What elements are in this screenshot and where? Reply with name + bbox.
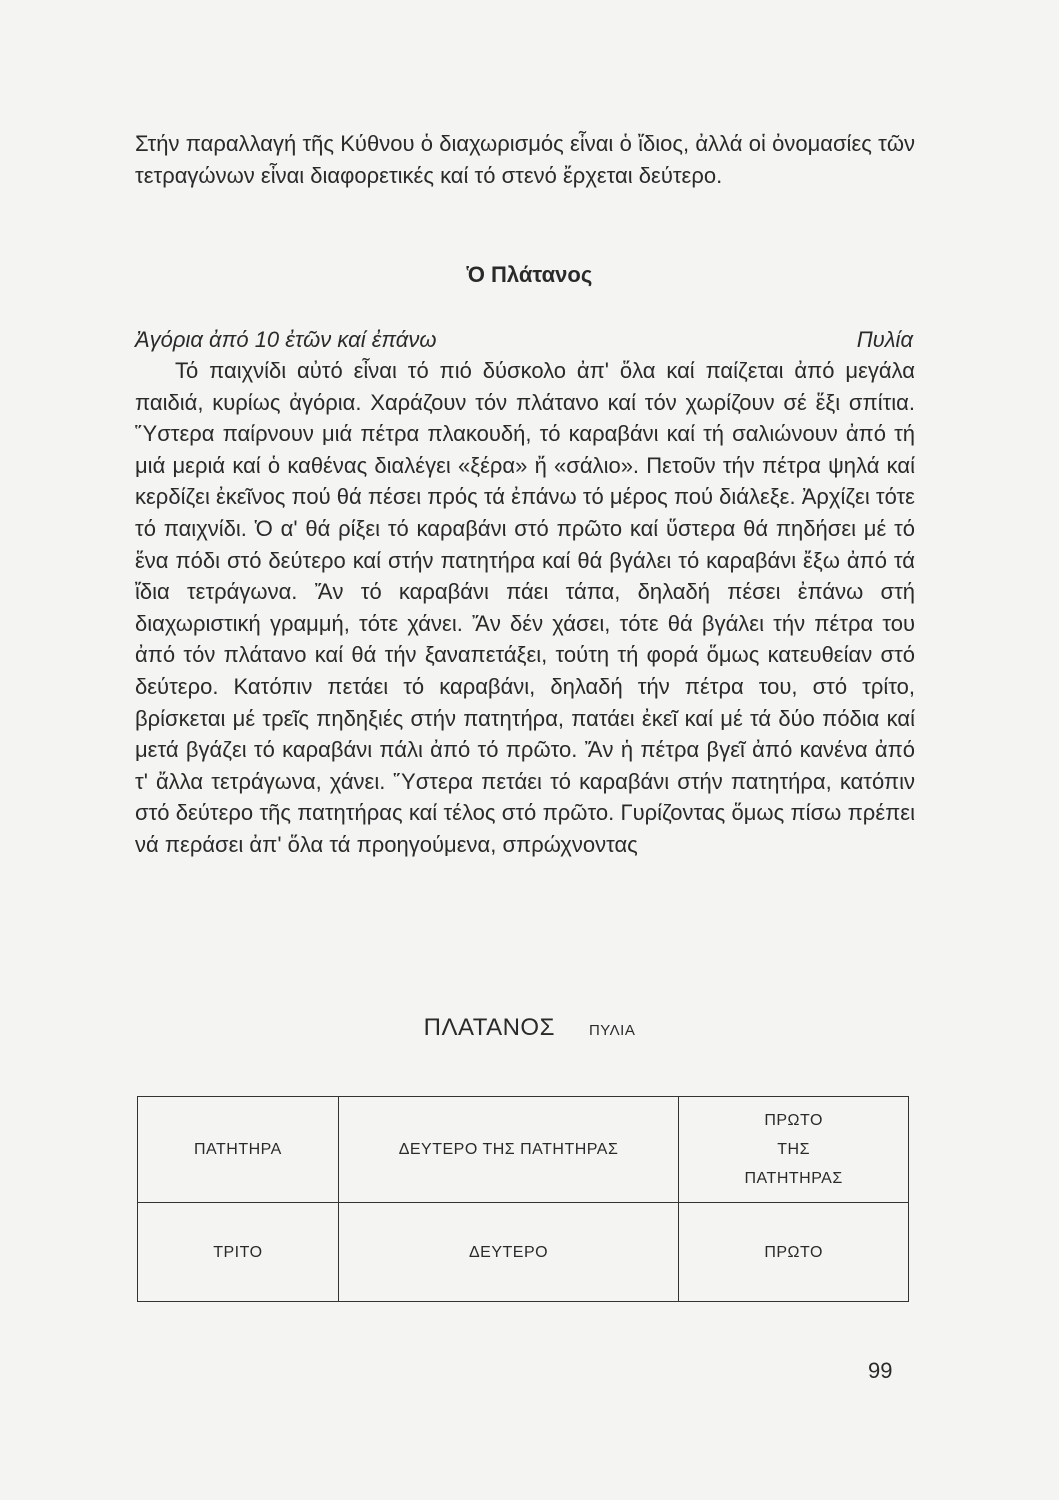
age-group-label: Ἀγόρια ἀπό 10 ἐτῶν καί ἐπάνω bbox=[135, 327, 437, 352]
cell-proto-tis-patitiras bbox=[679, 1097, 909, 1203]
page-number: 99 bbox=[868, 1358, 893, 1383]
game-description-text: Τό παιχνίδι αὐτό εἶναι τό πιό δύσκολο ἀπ' ὅλα καί παίζεται ἀπό μεγάλα παιδιά, κυρίως ἀγόρια. Χαράζουν τόν πλάτανο καί τόν χωρίζουν σέ ἕξι σπίτια. Ὕστερα παίρνουν μιά πέτρα πλακουδή, τό καραβάνι καί τή σαλιώνουν ἀπό τή μιά μεριά καί ὁ καθένας διαλέγει «ξέρα» ἤ «σάλιο». Πετοῦν τήν πέτρα ψηλά καί κερδίζει ἐκεῖνος πού θά πέσει πρός τά ἐπάνω τό μέρος πού διάλεξε. Ἀρχίζει τότε τό παιχνίδι. Ὁ α' θά ρίξει τό καραβάνι στό πρῶτο καί ὕστερα θά πηδήσει μέ τό ἕνα πόδι στό δεύτερο καί στήν πατητήρα καί θά βγάλει τό καραβάνι ἔξω ἀπό τά ἴδια τετράγωνα. Ἄν τό καραβάνι πάει τάπα, δηλαδή πέσει ἐπάνω στή διαχωριστική γραμμή, τότε χάνει. Ἄν δέν χάσει, τότε θά βγάλει τήν πέτρα του ἀπό τόν πλάτανο καί θά τήν ξαναπετάξει, τούτη τή φορά ὅμως κατευθείαν στό δεύτερο. Κατόπιν πετάει τό καραβάνι, δηλαδή τήν πέτρα του, στό τρίτο, βρίσκεται μέ τρεῖς πηδηξιές στήν πατητήρα, πατάει ἐκεῖ καί μέ τά δύο πόδια καί μετά βγάζει τό καραβάνι πάλι ἀπό τό πρῶτο. Ἄν ἡ πέτρα βγεῖ ἀπό κανένα ἀπό τ' ἄλλα τετράγωνα, χάνει. Ὕστερα πετάει τό καραβάνι στήν πατητήρα, κατόπιν στό δεύτερο τῆς πατητήρας καί τέλος στό πρῶτο. Γυρίζοντας ὅμως πίσω πρέπει νά περάσει ἀπ' ὅλα τά προηγούμενα, σπρώχνοντας bbox=[135, 358, 915, 857]
cell-proto: ΠΡΩΤΟ bbox=[679, 1203, 909, 1302]
diagram-title bbox=[0, 1014, 1059, 1042]
diagram-row-top bbox=[138, 1097, 909, 1203]
game-description bbox=[135, 355, 915, 861]
diagram-row-bottom bbox=[138, 1203, 909, 1302]
cell-deftero: ΔΕΥΤΕΡΟ bbox=[338, 1203, 679, 1302]
intro-paragraph: Στήν παραλλαγή τῆς Κύθνου ὁ διαχωρισμός εἶναι ὁ ἴδιος, ἀλλά οἱ ὀνομασίες τῶν τετραγώνων εἶναι διαφορετικές καί τό στενό ἔρχεται δεύτερο. bbox=[135, 131, 915, 188]
section-title: Ὁ Πλάτανος bbox=[466, 262, 593, 287]
diagram-title-main: ΠΛΑΤΑΝΟΣ bbox=[423, 1014, 555, 1041]
diagram-title-location: ΠΥΛΙΑ bbox=[588, 1022, 636, 1039]
section-subtitle bbox=[135, 327, 913, 353]
cell-proto-line2: ΤΗΣ bbox=[777, 1141, 810, 1158]
cell-proto-line3: ΠΑΤΗΤΗΡΑΣ bbox=[744, 1170, 843, 1187]
cell-trito: ΤΡΙΤΟ bbox=[138, 1203, 339, 1302]
cell-proto-line1: ΠΡΩΤΟ bbox=[764, 1112, 823, 1129]
cell-patitira: ΠΑΤΗΤΗΡΑ bbox=[138, 1097, 339, 1203]
location-label: Πυλία bbox=[856, 327, 913, 352]
hopscotch-diagram bbox=[137, 1096, 909, 1302]
cell-deftero-tis-patitiras: ΔΕΥΤΕΡΟ ΤΗΣ ΠΑΤΗΤΗΡΑΣ bbox=[338, 1097, 679, 1203]
